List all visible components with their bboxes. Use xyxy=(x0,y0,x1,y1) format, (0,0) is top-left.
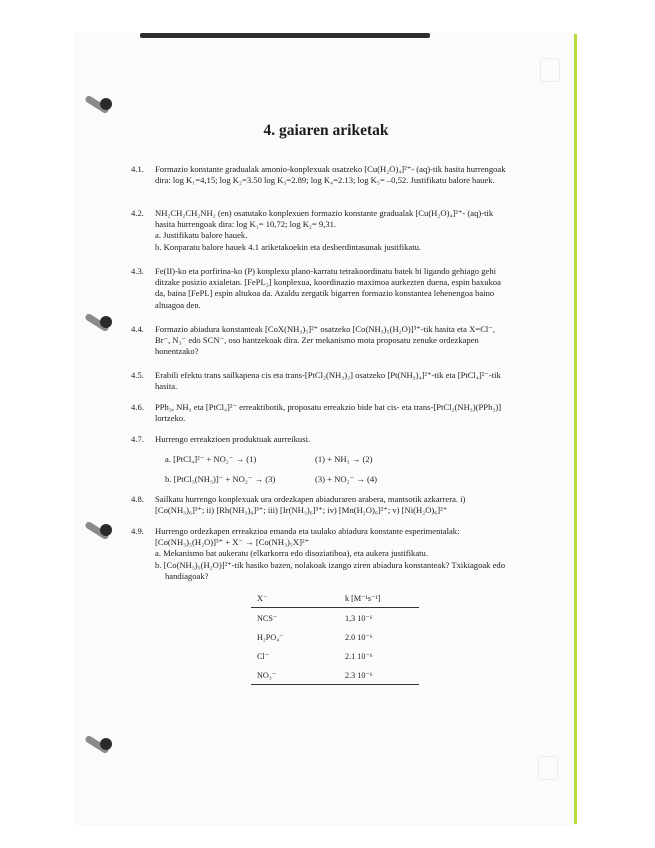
exercise-4-2 xyxy=(131,208,511,253)
binder-ring xyxy=(84,316,110,330)
exercise-number: 4.2. xyxy=(131,208,144,218)
table-row xyxy=(251,608,419,628)
reaction-row xyxy=(165,474,511,488)
table-row xyxy=(251,627,419,646)
table-header: X⁻ xyxy=(251,588,339,608)
binder-ring xyxy=(84,738,110,752)
exercise-subitems xyxy=(155,548,511,582)
table-cell: 2.0 10⁻⁶ xyxy=(345,632,373,642)
exercise-text: NH₂CH₂CH₂NH₂ (en) osatutako konplexuen formazio konstante gradualak [Cu(H₂O)₄]²⁺- (aq)-tik hasita hurrengoak dira: log K₁= 10,72; log K₂= 9,31. xyxy=(155,208,494,230)
table-header: k [M⁻¹s⁻¹] xyxy=(339,588,419,608)
binder-ring xyxy=(84,98,110,112)
exercise-text: Hurrengo ordezkapen erreakzioa emanda eta taulako abiadura konstante esperimentalak: [Co(NH₃)₅(H₂O)]³⁺ + X⁻ → [Co(NH₃)₅X]²⁺ xyxy=(155,526,460,548)
binder-clip-edge xyxy=(140,33,430,38)
table-row xyxy=(251,665,419,685)
exercise-text: Erabili efektu trans sailkapena cis eta trans-[PtCl₂(NH₃)₂] osatzeko [Pt(NH₃)₄]²⁺-tik eta [PtCl₄]²⁻-tik hasita. xyxy=(155,370,501,392)
exercise-4-1 xyxy=(131,164,511,186)
back-page-mark xyxy=(540,58,560,82)
subitem: a. Mekanismo bat aukeratu (elkarkorra edo disoziatiboa), eta aukera justifikatu. xyxy=(155,548,428,559)
exercise-number: 4.3. xyxy=(131,266,144,276)
exercise-4-8 xyxy=(131,494,511,516)
exercise-number: 4.9. xyxy=(131,526,144,536)
back-page-mark xyxy=(538,756,558,780)
exercise-text: Hurrengo erreakzioen produktuak aurreikusi. xyxy=(155,434,311,444)
exercise-4-6 xyxy=(131,402,511,424)
table-cell: 2.3 10⁻⁶ xyxy=(339,665,419,685)
exercise-number: 4.8. xyxy=(131,494,144,504)
exercise-text: Formazio konstante gradualak amonio-konplexuak osatzeko [Cu(H₂O)₄]²⁺- (aq)-tik hasita hurrengoak dira: log K₁=4,15; log K₂=3.50 log K₃=2.89; log K₄=2.13; log K₅= –0,52. Justifikatu balore hauek. xyxy=(155,164,506,186)
page-edge-strip xyxy=(574,34,577,824)
table-cell: NO₃⁻ xyxy=(251,665,339,685)
table-row xyxy=(251,646,419,665)
reaction-left: b. [PtCl₃(NH₃)]⁻ + NO₂⁻ → (3) xyxy=(165,474,276,485)
subitem: a. Justifikatu balore hauek. xyxy=(155,230,248,241)
page-title: 4. gaiaren ariketak xyxy=(263,122,389,139)
exercise-text: Sailkatu hurrengo konplexuak ura ordezkapen abiaduraren arabera, mantsotik azkarrera. i)[Co(NH₃)₆]³⁺; ii) [Rh(NH₃)₆]³⁺; iii) [Ir(NH₃)₆]³⁺; iv) [Mn(H₂O)₆]²⁺; v) [Ni(H₂O)₆]²⁺ xyxy=(155,494,466,516)
exercise-number: 4.7. xyxy=(131,434,144,444)
table-cell: H₂PO₄⁻ xyxy=(257,632,284,642)
reaction-left: a. [PtCl₄]²⁻ + NO₂⁻ → (1) xyxy=(165,454,257,465)
table-cell: Cl⁻ xyxy=(257,651,270,661)
exercise-number: 4.6. xyxy=(131,402,144,412)
reaction-right: (1) + NH₃ → (2) xyxy=(315,454,373,465)
exercise-4-7 xyxy=(131,434,511,488)
subitem: b. [Co(NH₃)₅(H₂O)]²⁺-tik hasiko bazen, nolakoak izango ziren abiadura konstanteak? Txikiagoak edo handiagoak? xyxy=(155,559,506,581)
reaction-right: (3) + NO₂⁻ → (4) xyxy=(315,474,378,485)
binder-ring xyxy=(84,524,110,538)
exercise-text: PPh₃, NH₃ eta [PtCl₄]²⁻ erreaktibotik, proposatu erreakzio bide bat cis- eta trans-[PtCl₂(NH₃)(PPh₃)] lortzeko. xyxy=(155,402,502,424)
exercise-number: 4.1. xyxy=(131,164,144,174)
reaction-row xyxy=(165,454,511,468)
exercise-text: Fe(II)-ko eta porfirina-ko (P) konplexu plano-karratu tetrakoordinatu batek bi ligando gehiago gehi ditzake posizio axialetan. [FePL₂] konplexua, koordinazio maximoa aurkezten duena, espin baxukoa da, baina [FePL] espin altukoa da. Azaldu zergatik bigarren formazio konstantea lehenengoa baino altuagoa den. xyxy=(155,266,501,310)
exercise-number: 4.5. xyxy=(131,370,144,380)
table-cell: NCS⁻ xyxy=(257,613,278,623)
exercise-4-3 xyxy=(131,266,511,311)
table-cell: 2.1 10⁻⁶ xyxy=(345,651,373,661)
rate-constant-table xyxy=(251,588,419,685)
exercise-4-9 xyxy=(131,526,511,582)
exercise-number: 4.4. xyxy=(131,324,144,334)
exercise-4-4 xyxy=(131,324,511,358)
exercise-4-5 xyxy=(131,370,511,392)
subitem: b. Konparatu balore hauek 4.1 ariketakoekin eta desberdintasunak justifikatu. xyxy=(155,241,422,252)
exercise-subitems xyxy=(155,230,511,252)
paper-sheet xyxy=(76,34,576,824)
table-header-row xyxy=(251,588,419,608)
exercise-text: Formazio abiadura konstanteak [CoX(NH₃)₅]²⁺ osatzeko [Co(NH₃)₅(H₂O)]³⁺-tik hasita eta X=Cl⁻, Br⁻, N₃⁻ edo SCN⁻, oso hantzekoak dira. Zer mekanismo mota proposatu zenuke ordezkapen honentzako? xyxy=(155,324,495,357)
table-cell: 1,3 10⁻⁶ xyxy=(345,613,373,623)
